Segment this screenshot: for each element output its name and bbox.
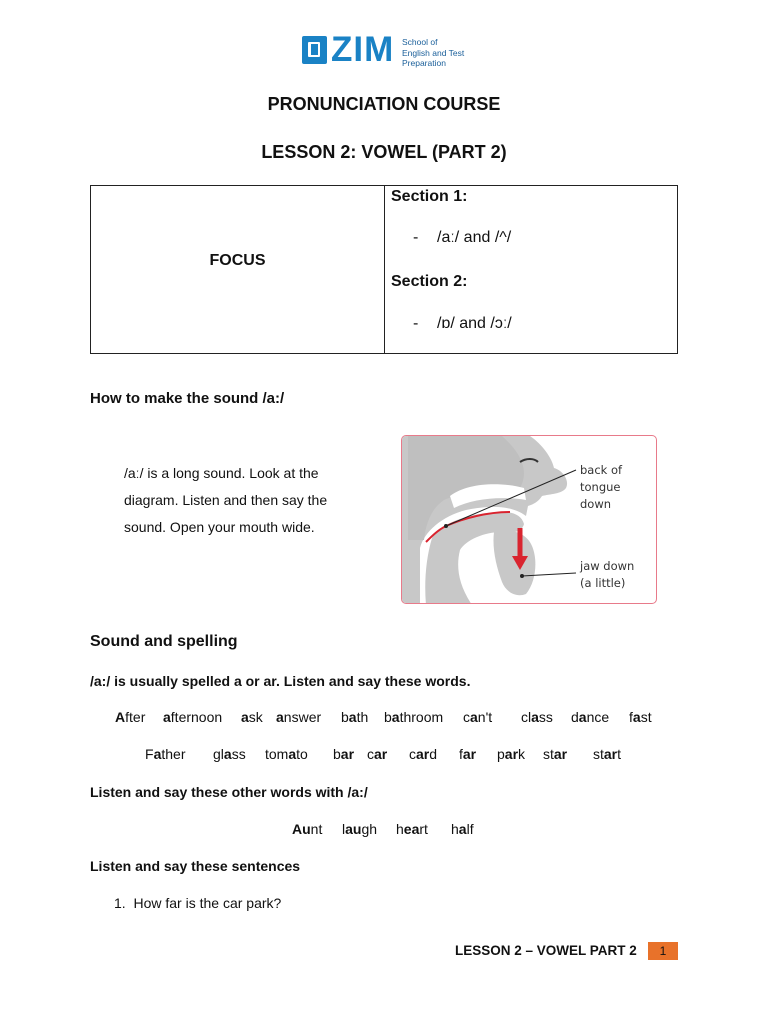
word-item: car bbox=[367, 746, 388, 762]
word-item: tomato bbox=[265, 746, 308, 762]
zim-logo bbox=[302, 30, 482, 69]
mouth-diagram bbox=[401, 435, 657, 604]
word-item: far bbox=[459, 746, 477, 762]
word-item: start bbox=[593, 746, 622, 762]
word-item: Aunt bbox=[292, 821, 323, 837]
focus-label: FOCUS bbox=[209, 252, 266, 269]
lesson-title: LESSON 2: VOWEL (PART 2) bbox=[261, 142, 507, 162]
logo-tagline: School of English and Test Preparation bbox=[402, 37, 465, 68]
word-item: bath bbox=[341, 709, 369, 725]
section-1-item: - /aː/ and /^/ bbox=[413, 229, 512, 246]
how-to-heading: How to make the sound /a:/ bbox=[90, 390, 285, 407]
word-item: Father bbox=[145, 746, 186, 762]
word-item: bar bbox=[333, 746, 355, 762]
table-divider bbox=[384, 186, 385, 353]
section-1-heading: Section 1: bbox=[391, 188, 468, 205]
word-item: afternoon bbox=[163, 709, 223, 725]
section-2-item: - /ɒ/ and /ɔː/ bbox=[413, 315, 512, 332]
sentence-1: 1. How far is the car park? bbox=[114, 895, 282, 911]
word-item: star bbox=[543, 746, 568, 762]
word-item: glass bbox=[213, 746, 246, 762]
footer-label: LESSON 2 – VOWEL PART 2 bbox=[455, 943, 637, 958]
word-item: ask bbox=[241, 709, 263, 725]
word-item: After bbox=[115, 709, 146, 725]
word-item: dance bbox=[571, 709, 610, 725]
word-item: half bbox=[451, 821, 474, 837]
back-of-tongue-label: back of tongue down bbox=[580, 463, 623, 511]
page-number: 1 bbox=[648, 942, 678, 960]
book-icon bbox=[302, 36, 327, 64]
word-item: card bbox=[409, 746, 438, 762]
focus-table bbox=[90, 185, 678, 354]
word-item: heart bbox=[396, 821, 428, 837]
word-item: bathroom bbox=[384, 709, 444, 725]
word-item: laugh bbox=[342, 821, 378, 837]
word-item: answer bbox=[276, 709, 322, 725]
jaw-down-label: jaw down (a little) bbox=[580, 559, 635, 590]
sentences-heading: Listen and say these sentences bbox=[90, 858, 301, 874]
word-item: fast bbox=[629, 709, 652, 725]
word-item: park bbox=[497, 746, 526, 762]
section-2-heading: Section 2: bbox=[391, 273, 468, 290]
sound-spelling-heading: Sound and spelling bbox=[90, 633, 238, 650]
word-item: class bbox=[521, 709, 553, 725]
word-item: can't bbox=[463, 709, 493, 725]
how-to-text: /aː/ is a long sound. Look at the diagram. Listen and then say the sound. Open your mouth wide. bbox=[124, 465, 328, 535]
course-title: PRONUNCIATION COURSE bbox=[267, 94, 501, 114]
logo-wordmark: ZIM bbox=[331, 30, 395, 69]
other-words-heading: Listen and say these other words with /a:/ bbox=[90, 784, 368, 800]
spelling-instruction: /a:/ is usually spelled a or ar. Listen and say these words. bbox=[90, 673, 471, 689]
